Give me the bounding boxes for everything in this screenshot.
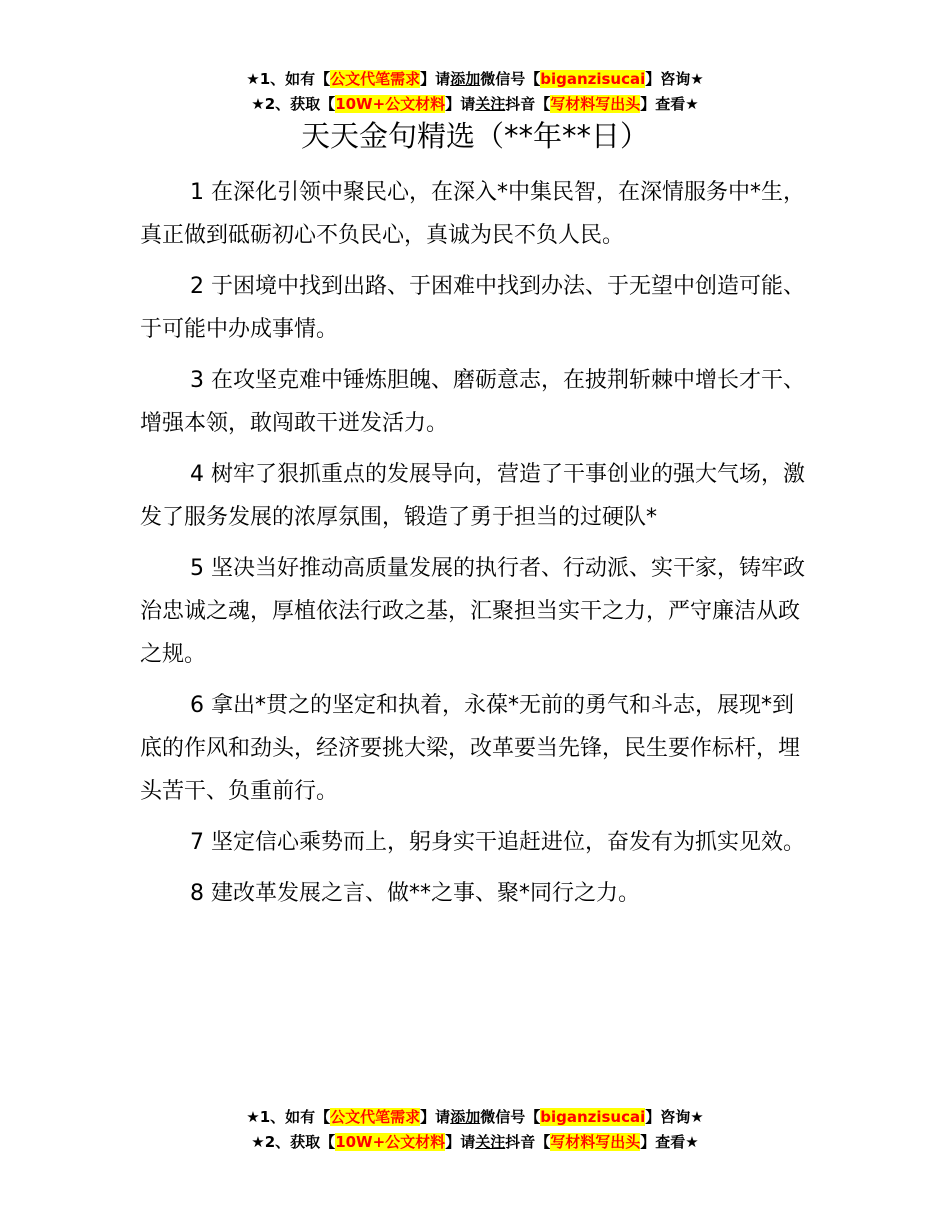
banner-highlight: 10W+公文材料	[335, 1133, 446, 1151]
banner-highlight: 10W+公文材料	[335, 95, 446, 113]
document-title: 天天金句精选（**年**日）	[300, 119, 649, 153]
banner-text: 微信号【	[480, 1108, 541, 1126]
document-body	[140, 171, 812, 923]
banner-text: 】请	[420, 1108, 451, 1126]
paragraph-6: 6 拿出*贯之的坚定和执着，永葆*无前的勇气和斗志，展现*到底的作风和劲头，经济要挑大梁，改革要当先锋，民生要作标杆，埋头苦干、负重前行。	[140, 693, 801, 804]
paragraph-4: 4 树牢了狠抓重点的发展导向，营造了干事创业的强大气场，激发了服务发展的浓厚氛围，锻造了勇于担当的过硬队*	[140, 462, 805, 530]
banner-line-2	[0, 1130, 950, 1155]
banner-emphasis: 关注	[475, 95, 506, 113]
paragraph-7: 7 坚定信心乘势而上，躬身实干追赶进位，奋发有为抓实见效。	[190, 830, 805, 855]
banner-highlight: biganzisucai	[540, 70, 646, 88]
banner-text: 】查看★	[640, 95, 699, 113]
banner-text: 抖音【	[505, 1133, 551, 1151]
banner-highlight: 公文代笔需求	[330, 1108, 421, 1126]
banner-emphasis: 关注	[475, 1133, 506, 1151]
banner-text: 抖音【	[505, 95, 551, 113]
banner-highlight: 写材料写出头	[550, 95, 641, 113]
banner-line-2	[0, 92, 950, 117]
banner-emphasis: 添加	[450, 70, 481, 88]
paragraph-2: 2 于困境中找到出路、于困难中找到办法、于无望中创造可能、于可能中办成事情。	[140, 274, 805, 342]
banner-text: 】请	[420, 70, 451, 88]
paragraph-5: 5 坚决当好推动高质量发展的执行者、行动派、实干家，铸牢政治忠诚之魂，厚植依法行政之基，汇聚担当实干之力，严守廉洁从政之规。	[140, 556, 805, 667]
banner-highlight: 公文代笔需求	[330, 70, 421, 88]
banner-line-1	[0, 67, 950, 92]
banner-text: ★2、获取【	[251, 1133, 336, 1151]
paragraph-1: 1 在深化引领中聚民心，在深入*中集民智，在深情服务中*生，真正做到砥砺初心不负民心，真诚为民不负人民。	[140, 180, 805, 248]
banner-text: 微信号【	[480, 70, 541, 88]
banner-emphasis: 添加	[450, 1108, 481, 1126]
paragraph-8: 8 建改革发展之言、做**之事、聚*同行之力。	[190, 881, 640, 906]
header-banner	[0, 67, 950, 117]
banner-text: 】查看★	[640, 1133, 699, 1151]
banner-line-1	[0, 1105, 950, 1130]
banner-text: ★1、如有【	[246, 70, 331, 88]
paragraph-3: 3 在攻坚克难中锤炼胆魄、磨砺意志，在披荆斩棘中增长才干、增强本领，敢闯敢干迸发活力。	[140, 368, 805, 436]
banner-text: 】请	[445, 95, 476, 113]
banner-text: 】咨询★	[645, 70, 704, 88]
banner-highlight: biganzisucai	[540, 1108, 646, 1126]
banner-text: ★1、如有【	[246, 1108, 331, 1126]
banner-highlight: 写材料写出头	[550, 1133, 641, 1151]
banner-text: 】咨询★	[645, 1108, 704, 1126]
banner-text: 】请	[445, 1133, 476, 1151]
banner-text: ★2、获取【	[251, 95, 336, 113]
footer-banner	[0, 1105, 950, 1155]
